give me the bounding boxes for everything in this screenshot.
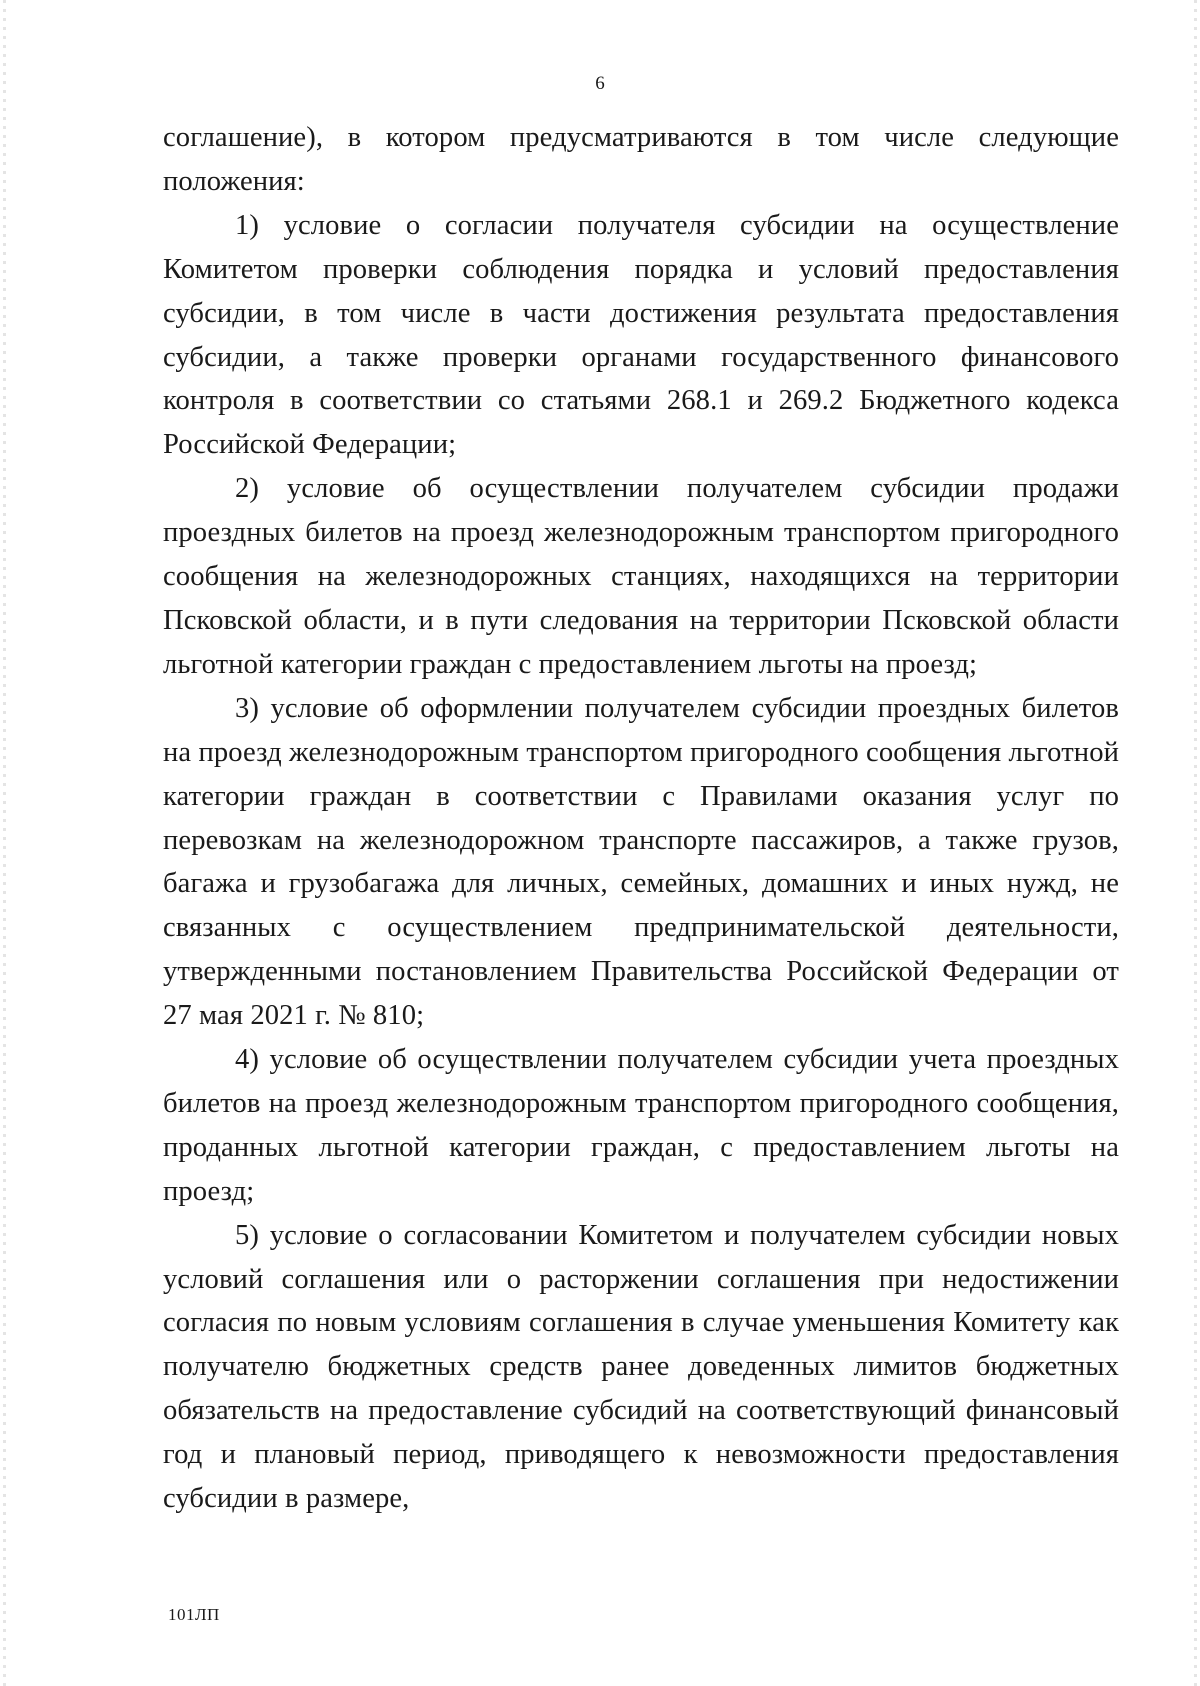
scan-edge-left <box>3 0 6 1686</box>
scan-edge-right <box>1194 0 1197 1686</box>
paragraph-item-2: 2) условие об осуществлении получателем субсидии продажи проездных билетов на проезд железнодорожным транспортом пригородного сообщения на железнодорожных станциях, находящихся на территории Псковской области, и в пути следования на территории Псковской области льготной категории граждан с предоставлением льготы на проезд; <box>163 473 1119 680</box>
paragraph-item-3: 3) условие об оформлении получателем субсидии проездных билетов на проезд железнодорожным транспортом пригородного сообщения льготной категории граждан в соответствии с Правилами оказания услуг по перевозкам на железнодорожном транспорте пассажиров, а также грузов, багажа и грузобагажа для личных, семейных, домашних и иных нужд, не связанных с осуществлением предпринимательской деятельности, утвержденными постановлением Правительства Российской Федерации от 27 мая 2021 г. № 810; <box>163 692 1119 1032</box>
document-body <box>163 116 1119 1521</box>
paragraph-item-4: 4) условие об осуществлении получателем субсидии учета проездных билетов на проезд железнодорожным транспортом пригородного сообщения, проданных льготной категории граждан, с предоставлением льготы на проезд; <box>163 1044 1119 1207</box>
paragraph-item-1: 1) условие о согласии получателя субсидии на осуществление Комитетом проверки соблюдения порядка и условий предоставления субсидии, в том числе в части достижения результата предоставления субсидии, а также проверки органами государственного финансового контроля в соответствии со статьями 268.1 и 269.2 Бюджетного кодекса Российской Федерации; <box>163 209 1119 461</box>
paragraph-item-5: 5) условие о согласовании Комитетом и получателем субсидии новых условий соглашения или о расторжении соглашения при недостижении согласия по новым условиям соглашения в случае уменьшения Комитету как получателю бюджетных средств ранее доведенных лимитов бюджетных обязательств на предоставление субсидий на соответствующий финансовый год и плановый период, приводящего к невозможности предоставления субсидии в размере, <box>163 1219 1119 1515</box>
page-number: 6 <box>595 73 605 94</box>
document-code: 101ЛП <box>168 1605 220 1624</box>
paragraph-continuation: соглашение), в котором предусматриваются в том числе следующие положения: <box>163 122 1119 197</box>
